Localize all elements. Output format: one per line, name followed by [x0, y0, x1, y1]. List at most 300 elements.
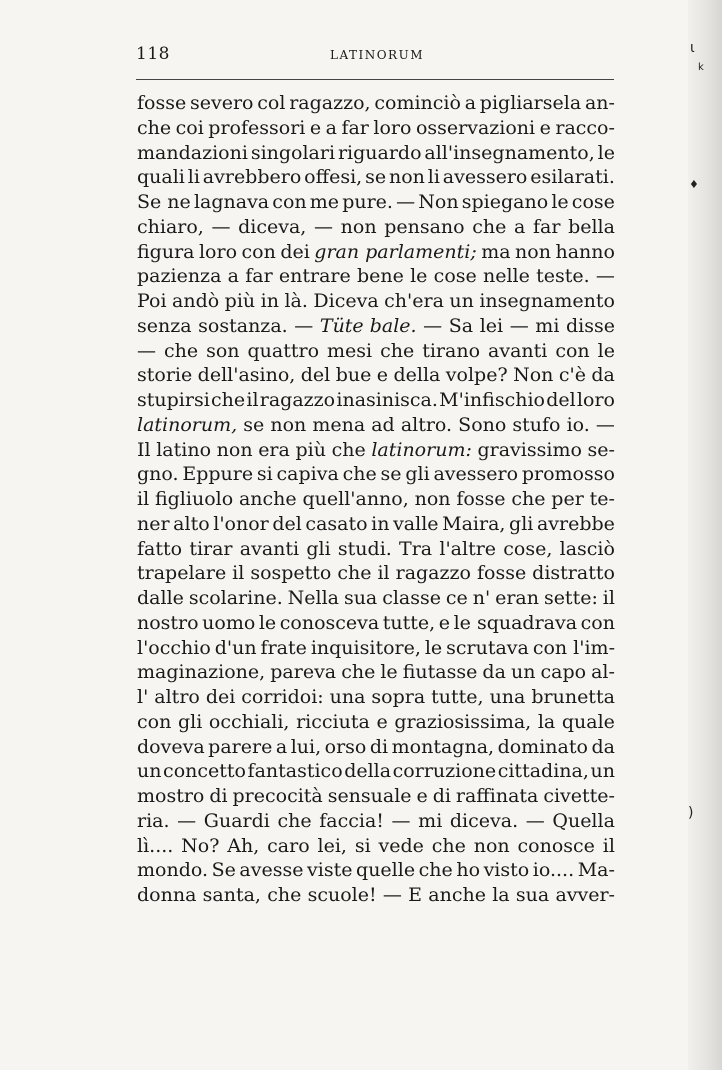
word: eran — [495, 587, 540, 609]
word: distratto — [532, 562, 615, 585]
word: che — [331, 438, 366, 461]
word: Poi — [137, 290, 167, 312]
word: spiegano — [461, 191, 549, 213]
word: col — [257, 92, 286, 114]
word: lagnava — [193, 191, 270, 213]
word: scolarine. — [188, 587, 283, 609]
word: diceva. — [449, 809, 519, 832]
word: un — [449, 290, 474, 312]
word: ragazzo — [395, 562, 471, 585]
word: lui, — [290, 735, 322, 758]
word: mesi — [327, 339, 373, 362]
word: riguardo — [337, 141, 422, 164]
word: gno. — [137, 463, 179, 486]
word: ragazzo, — [289, 92, 371, 114]
word: e — [416, 785, 428, 807]
word: uomo — [202, 611, 256, 634]
word: nelle — [482, 265, 530, 288]
word: il — [602, 587, 615, 609]
word: — — [391, 809, 411, 832]
word: le squadrava — [453, 611, 578, 634]
word: da — [591, 364, 615, 387]
word: Tra — [399, 537, 433, 560]
word: le — [551, 191, 569, 213]
word: da — [482, 661, 506, 684]
word: esilarati. — [530, 166, 615, 189]
word: doveva — [137, 735, 205, 758]
word: non — [340, 215, 377, 238]
word: una — [489, 686, 526, 708]
word: in — [371, 512, 390, 535]
word: alto — [173, 512, 210, 535]
word: anche — [428, 884, 486, 906]
word: da — [591, 735, 615, 758]
word: professori — [208, 116, 306, 139]
word: le — [380, 661, 398, 684]
word: Non — [513, 364, 554, 387]
word: Sa — [448, 314, 474, 337]
body-text — [137, 91, 615, 908]
word: si — [354, 834, 371, 857]
text-line — [137, 339, 615, 364]
word: che — [277, 809, 312, 832]
word: offesi, — [304, 166, 363, 189]
margin-mark: k — [698, 62, 704, 73]
word: — — [177, 809, 197, 832]
word: — — [423, 314, 443, 337]
word: la — [492, 884, 510, 906]
word: quale — [561, 710, 615, 733]
word: bue — [335, 364, 372, 387]
word: far — [245, 265, 273, 288]
word: visto — [483, 859, 530, 882]
word: Sono — [458, 413, 507, 436]
word: scuole! — [307, 884, 377, 906]
word: Quella — [552, 809, 615, 832]
word: del — [272, 512, 302, 535]
word: c'è — [558, 364, 586, 387]
word: una — [329, 686, 366, 708]
word: e — [539, 116, 551, 139]
word: — — [396, 191, 416, 213]
text-line — [137, 240, 615, 265]
word: li — [427, 166, 440, 189]
text-line — [137, 363, 615, 388]
word: parere — [208, 735, 273, 758]
word: M'infischio — [439, 389, 545, 411]
word: se — [380, 463, 402, 486]
word: scrutava — [446, 636, 529, 659]
word: Non — [418, 191, 459, 213]
word: le — [410, 265, 428, 288]
italic-word: latinorum, — [137, 413, 238, 436]
word: — — [525, 809, 545, 832]
word: senza — [137, 314, 192, 337]
page-number: 118 — [136, 44, 170, 64]
word: fiutasse — [402, 661, 478, 684]
word: loro — [198, 240, 238, 263]
word: vede — [378, 834, 424, 857]
word: più — [295, 438, 326, 461]
italic-word: Tüte bale. — [319, 314, 417, 337]
text-line — [137, 735, 615, 760]
word: non — [473, 834, 510, 857]
word: con — [272, 191, 307, 213]
word: ricciuta — [296, 710, 370, 733]
word: tutte, — [382, 611, 436, 634]
word: sua — [343, 587, 378, 609]
word: tirar — [189, 537, 233, 560]
word: l'altre — [439, 537, 497, 560]
text-line — [137, 438, 615, 463]
word: avrebbe — [536, 512, 615, 535]
word: pigliarsela — [479, 92, 582, 114]
text-line — [137, 141, 615, 166]
text-line — [137, 784, 615, 809]
word: entrare — [278, 265, 351, 288]
word: li — [187, 166, 200, 189]
word: disse — [565, 314, 615, 337]
word: ad — [371, 413, 395, 436]
word: del — [300, 364, 331, 387]
word: se — [243, 413, 265, 436]
word: altro. — [400, 413, 453, 436]
word: con l'im- — [532, 636, 615, 659]
word: raffinata — [455, 785, 539, 807]
word: pensano — [384, 215, 465, 238]
word: mostro — [137, 785, 205, 807]
word: n' — [472, 587, 491, 609]
text-line — [137, 215, 615, 240]
word: ce — [445, 587, 468, 609]
word: dalle — [137, 587, 184, 609]
word: maginazione, — [137, 661, 266, 684]
word: civette- — [543, 785, 615, 807]
text-line — [137, 561, 615, 586]
word: classe — [382, 587, 441, 609]
word: bella — [568, 215, 615, 238]
word: — — [509, 314, 529, 337]
word: l' — [137, 686, 149, 708]
word: mi — [535, 314, 560, 337]
word: dominato — [497, 735, 588, 758]
word: latino — [156, 438, 212, 461]
word: io. — [566, 413, 590, 436]
word: stupirsi — [137, 389, 210, 411]
text-line — [137, 660, 615, 685]
word: — — [137, 339, 156, 362]
word: che — [341, 661, 376, 684]
text-line — [137, 289, 615, 314]
word: singolari — [250, 141, 336, 164]
word: studi. — [337, 537, 392, 560]
word: corruzione — [392, 760, 497, 783]
word: coi — [175, 116, 204, 139]
word: precocità — [232, 785, 323, 807]
word: che — [342, 463, 377, 486]
italic-word: gran parlamenti; — [314, 240, 477, 263]
word: non — [414, 488, 451, 510]
text-line — [137, 512, 615, 537]
word: ner — [137, 512, 170, 535]
word: si — [256, 463, 273, 486]
word: gli — [509, 512, 534, 535]
word: Se ne — [137, 191, 191, 213]
word: loro — [576, 389, 615, 411]
word: che — [337, 562, 372, 585]
word: fosse — [476, 562, 527, 585]
word: sospetto — [250, 562, 332, 585]
word: mena — [312, 413, 366, 436]
word: e — [438, 611, 451, 634]
word: avanti — [239, 537, 300, 560]
text-line — [137, 586, 615, 611]
word: avessero — [433, 463, 519, 486]
word: faccia! — [319, 809, 384, 832]
word: bene — [356, 265, 404, 288]
word: capiva — [276, 463, 339, 486]
word: far — [532, 215, 561, 238]
word: il — [377, 562, 390, 585]
word: un — [510, 661, 536, 684]
header-rule — [136, 79, 614, 80]
word: gli — [177, 710, 203, 733]
word: inasinisca. — [336, 389, 438, 411]
word: donna — [137, 884, 197, 906]
word: a — [464, 92, 477, 114]
word: concetto — [163, 760, 246, 783]
word: storie — [137, 364, 193, 387]
word: trapelare — [137, 562, 227, 585]
word: l'onor — [213, 512, 269, 535]
word: se — [365, 166, 387, 189]
word: Eppure — [182, 463, 254, 486]
word: corridoi: — [241, 686, 324, 708]
word: non — [388, 166, 425, 189]
text-line — [137, 388, 615, 413]
text-line — [137, 834, 615, 859]
margin-mark: ) — [688, 805, 694, 821]
word: brunetta — [531, 686, 615, 708]
text-line — [137, 611, 615, 636]
word: lei — [479, 314, 504, 337]
word: avesse — [239, 859, 304, 882]
word: avanti — [488, 339, 548, 362]
word: e — [376, 364, 389, 387]
word: dei — [280, 240, 310, 263]
word: a — [514, 215, 526, 238]
word: che — [267, 884, 302, 906]
word: gravissimo — [477, 438, 582, 461]
word: un — [137, 760, 162, 783]
word: severo — [189, 92, 254, 114]
word: racco- — [555, 116, 615, 139]
word: Il — [137, 438, 151, 461]
word: sostanza. — [198, 314, 288, 337]
word: d'un — [214, 636, 257, 659]
word: di — [209, 785, 228, 807]
running-head: LATINORUM — [330, 48, 424, 62]
word: gli — [306, 537, 331, 560]
word: son — [206, 339, 240, 362]
word: che — [431, 834, 466, 857]
word: fosse — [137, 92, 187, 114]
word: figliuolo — [154, 488, 234, 510]
word: se- — [587, 438, 615, 461]
word: non — [270, 413, 307, 436]
word: quell'anno, — [302, 488, 409, 510]
text-line — [137, 710, 615, 735]
word: lasciò — [559, 537, 615, 560]
word: No? — [181, 834, 220, 857]
word: e — [376, 710, 388, 733]
word: occhiali, — [208, 710, 290, 733]
word: sensuale — [327, 785, 412, 807]
word: lì.... — [137, 834, 174, 857]
word: santa, — [202, 884, 261, 906]
word: a — [275, 735, 288, 758]
text-line — [137, 264, 615, 289]
word: sua — [515, 884, 550, 906]
word: hanno — [555, 240, 615, 263]
word: osservazioni — [415, 116, 536, 139]
word: casato — [305, 512, 368, 535]
word: ma — [481, 240, 511, 263]
word: cose — [571, 191, 615, 213]
word: diceva, — [238, 215, 307, 238]
word: che — [511, 488, 546, 510]
word: tirano — [422, 339, 481, 362]
word: me — [309, 191, 340, 213]
word: di — [432, 785, 451, 807]
word: le — [597, 141, 615, 164]
text-line — [137, 883, 615, 908]
word: Guardi — [203, 809, 270, 832]
word: e — [309, 116, 322, 139]
word: in — [260, 290, 279, 312]
scan-page-edge — [688, 0, 722, 1070]
word: — — [314, 215, 333, 238]
word: quelle — [356, 859, 416, 882]
word: mandazioni — [137, 141, 248, 164]
word: a — [227, 265, 239, 288]
word: cittadina, — [497, 760, 589, 783]
word: Se — [211, 859, 236, 882]
word: loro — [373, 116, 412, 139]
word: figura — [137, 240, 195, 263]
word: sette: — [543, 587, 598, 609]
text-line — [137, 413, 615, 438]
text-line — [137, 537, 615, 562]
word: là. — [284, 290, 308, 312]
text-line — [137, 190, 615, 215]
text-line — [137, 314, 615, 339]
word: promosso — [521, 463, 615, 486]
word: cose, — [503, 537, 553, 560]
word: avver- — [555, 884, 615, 906]
word: io.... — [532, 859, 575, 882]
word: non — [515, 240, 551, 263]
text-line — [137, 116, 615, 141]
word: Ah, — [227, 834, 260, 857]
word: il — [602, 834, 615, 857]
word: quali — [137, 166, 185, 189]
word: Maira, — [442, 512, 506, 535]
text-line — [137, 759, 615, 784]
word: mondo. — [137, 859, 208, 882]
word: le — [597, 339, 615, 362]
word: andò — [172, 290, 220, 312]
word: caro — [267, 834, 310, 857]
word: cose — [433, 265, 477, 288]
word: della — [344, 760, 392, 783]
word: della — [393, 364, 441, 387]
word: te- — [589, 488, 615, 510]
word: al- — [591, 661, 615, 684]
word: teste. — [536, 265, 590, 288]
word: il — [232, 562, 245, 585]
word: pazienza — [137, 265, 222, 288]
word: del — [546, 389, 576, 411]
word: il — [137, 488, 150, 510]
word: far — [341, 116, 369, 139]
word: orso — [324, 735, 367, 758]
word: che — [472, 215, 507, 238]
word: con — [241, 240, 276, 263]
word: cominciò — [374, 92, 461, 114]
word: fantastico — [247, 760, 343, 783]
word: fosse — [456, 488, 506, 510]
word: che — [380, 339, 415, 362]
word: la — [537, 710, 556, 733]
word: — — [211, 215, 231, 238]
word: volpe? — [445, 364, 508, 387]
word: anche — [238, 488, 297, 510]
word: — — [595, 265, 615, 288]
word: graziosissima, — [394, 710, 532, 733]
word: che — [163, 339, 199, 362]
word: avessero — [442, 166, 528, 189]
word: l'occhio — [137, 636, 211, 659]
word: mi — [418, 809, 443, 832]
word: Diceva — [313, 290, 379, 312]
word: E — [408, 884, 423, 906]
word: che — [137, 116, 172, 139]
word: con — [555, 339, 590, 362]
word: ho — [456, 859, 481, 882]
word: viste — [307, 859, 353, 882]
word: nostro — [137, 611, 199, 634]
word: all'insegnamento, — [424, 141, 595, 164]
word: era — [258, 438, 290, 461]
word: chiaro, — [137, 215, 204, 238]
word: più — [224, 290, 256, 312]
margin-mark: ♦ — [689, 178, 699, 191]
word: Ma- — [577, 859, 615, 882]
word: fatto — [137, 537, 183, 560]
word: inquisitore, — [310, 636, 421, 659]
word: stufo — [512, 413, 561, 436]
word: capo — [540, 661, 587, 684]
word: pure. — [342, 191, 393, 213]
word: le — [424, 636, 443, 659]
text-line — [137, 809, 615, 834]
word: dei — [205, 686, 236, 708]
word: le — [258, 611, 277, 634]
word: che — [211, 389, 246, 411]
word: per — [551, 488, 584, 510]
word: quattro — [247, 339, 320, 362]
